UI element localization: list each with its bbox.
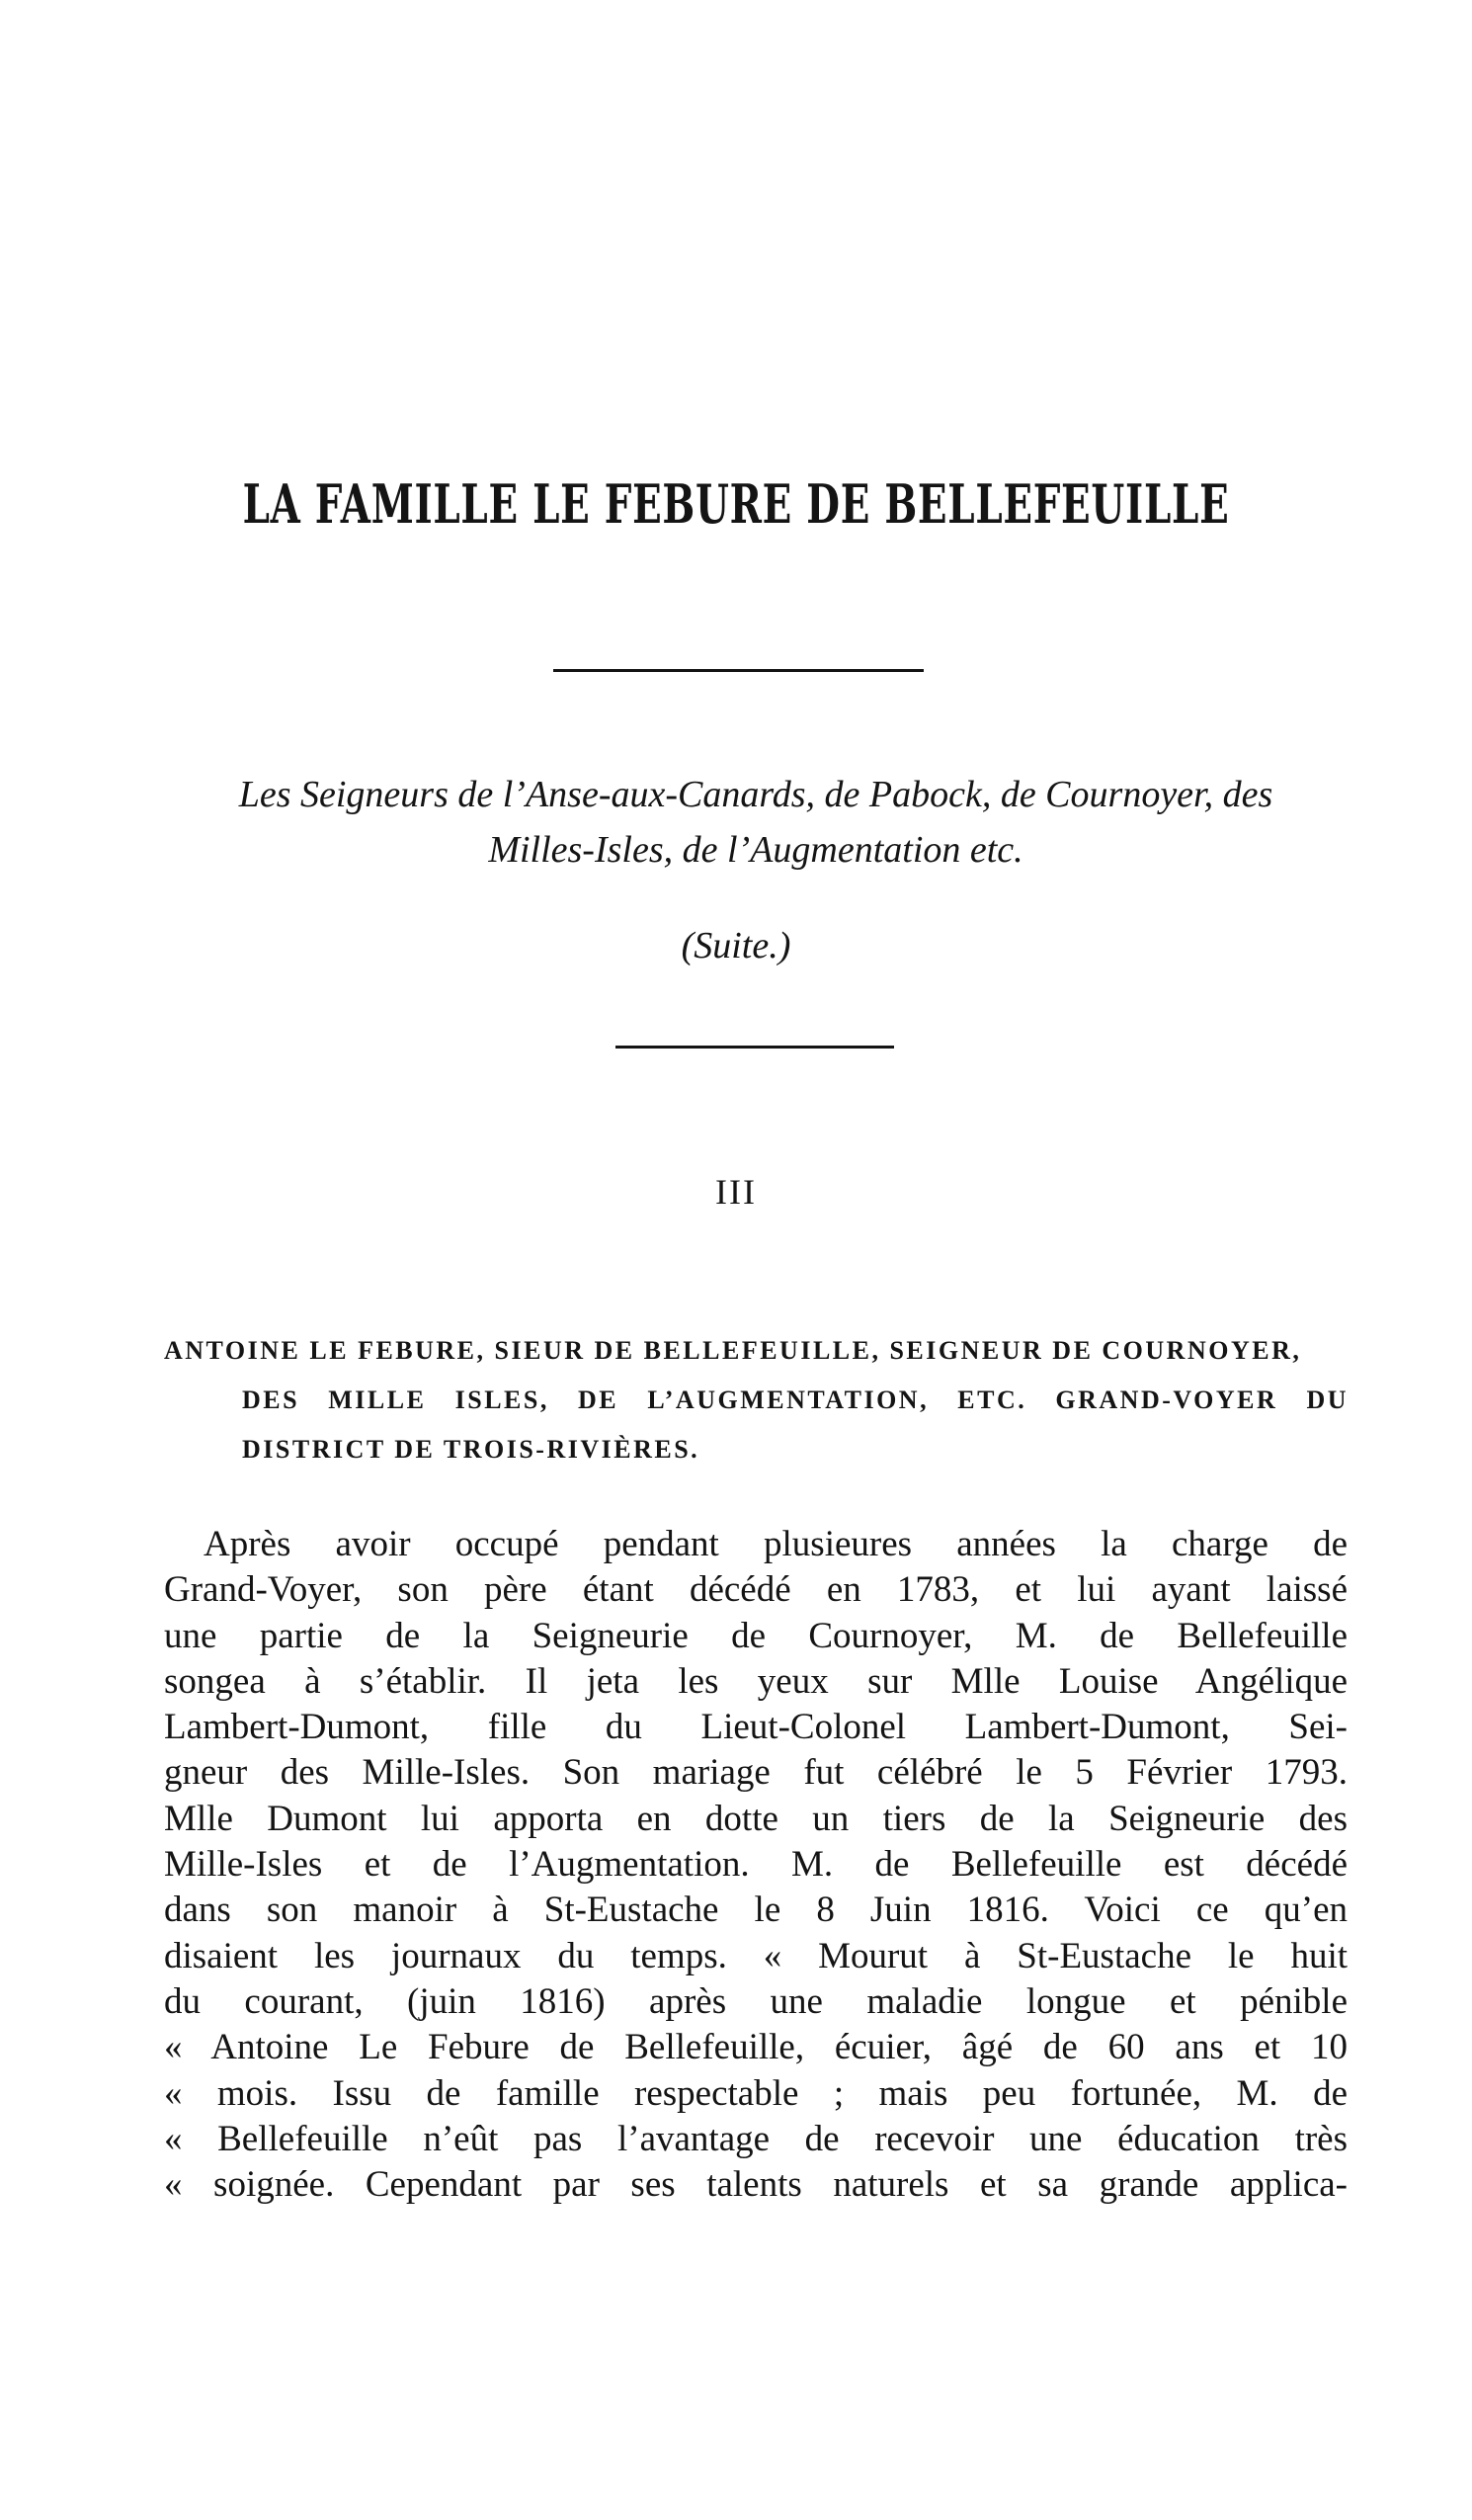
title-divider [553, 669, 924, 672]
body-line: Grand-Voyer, son père étant décédé en 1783, et lui ayant laissé [164, 1569, 1348, 1611]
body-line: Après avoir occupé pendant plusieures années la charge de [204, 1524, 1348, 1564]
subtitle-line-1: Les Seigneurs de l’Anse-aux-Canards, de Pabock, de Cournoyer, des [238, 774, 1273, 815]
body-line: songea à s’établir. Il jeta les yeux sur Mlle Louise Angélique [164, 1660, 1348, 1702]
body-paragraph [164, 1522, 1348, 2208]
body-line: « soignée. Cependant par ses talents naturels et sa grande applica- [164, 2164, 1348, 2206]
section-divider [615, 1046, 894, 1049]
body-line: « Bellefeuille n’eût pas l’avantage de recevoir une éducation très [164, 2118, 1348, 2159]
body-line: Mille-Isles et de l’Augmentation. M. de Bellefeuille est décédé [164, 1844, 1348, 1886]
body-line: « mois. Issu de famille respectable ; mais peu fortunée, M. de [164, 2072, 1348, 2114]
body-line: « Antoine Le Febure de Bellefeuille, écuier, âgé de 60 ans et 10 [164, 2027, 1348, 2068]
chapter-heading-line-3: DISTRICT DE TROIS-RIVIÈRES. [242, 1435, 700, 1464]
section-number: III [715, 1172, 757, 1212]
body-line: Mlle Dumont lui apporta en dotte un tiers de la Seigneurie des [164, 1798, 1348, 1839]
body-line: une partie de la Seigneurie de Cournoyer, M. de Bellefeuille [164, 1615, 1348, 1656]
body-line: du courant, (juin 1816) après une maladie longue et pénible [164, 1980, 1348, 2022]
body-line: disaient les journaux du temps. « Mourut à St-Eustache le huit [164, 1935, 1348, 1976]
body-line: dans son manoir à St-Eustache le 8 Juin 1816. Voici ce qu’en [164, 1890, 1348, 1931]
body-line: gneur des Mille-Isles. Son mariage fut célébré le 5 Février 1793. [164, 1752, 1348, 1794]
page-title: LA FAMILLE LE FEBURE DE BELLEFEUILLE [242, 472, 1230, 536]
body-line: Lambert-Dumont, fille du Lieut-Colonel Lambert-Dumont, Sei- [164, 1707, 1348, 1748]
suite-label: (Suite.) [681, 925, 791, 966]
chapter-heading-line-1: ANTOINE LE FEBURE, SIEUR DE BELLEFEUILLE, SEIGNEUR DE COURNOYER, [164, 1336, 1302, 1365]
chapter-heading-line-2: DES MILLE ISLES, DE L’AUGMENTATION, ETC. GRAND-VOYER DU [242, 1386, 1349, 1414]
subtitle-line-2: Milles-Isles, de l’Augmentation etc. [488, 829, 1023, 871]
